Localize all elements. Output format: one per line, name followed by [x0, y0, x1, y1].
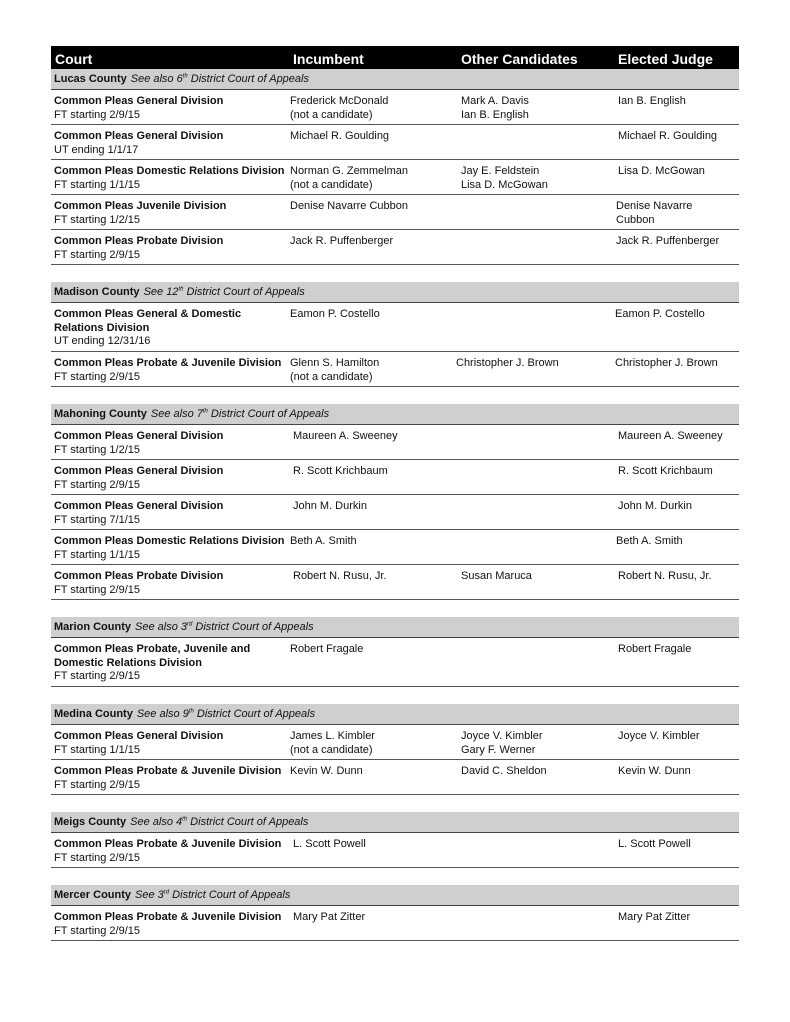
note-ordinal-suffix: th [182, 816, 188, 823]
elected-judge-cell [618, 570, 739, 584]
note-prefix: See also 6 [130, 73, 183, 85]
incumbent-name: Maureen A. Sweeney [293, 430, 398, 442]
table-row [51, 230, 739, 265]
court-name: Relations Division [54, 321, 150, 334]
incumbent-name: Michael R. Goulding [290, 130, 390, 142]
elected-judge-cell [618, 500, 739, 514]
elected-judge-name: Mary Pat Zitter [618, 911, 691, 923]
county-appeals-note [144, 286, 305, 298]
incumbent-name: Robert Fragale [290, 643, 364, 655]
table-row [51, 638, 739, 687]
table-row [51, 833, 739, 868]
county-name-text: Madison County [54, 286, 140, 298]
county-name [54, 816, 308, 828]
county-appeals-note [137, 708, 315, 720]
table-row [51, 160, 739, 195]
court-name: Common Pleas General Division [54, 430, 224, 442]
court-cell [54, 235, 290, 262]
note-prefix: See 12 [143, 286, 179, 298]
incumbent-cell [290, 730, 455, 757]
elected-judge-cell [618, 643, 739, 657]
elected-judge-name: R. Scott Krichbaum [618, 465, 713, 477]
county-name-text: Meigs County [54, 816, 127, 828]
elected-judge-name: Michael R. Goulding [618, 130, 718, 142]
elected-judge-cell [616, 235, 737, 249]
elected-judge-name: Denise Navarre [616, 200, 693, 212]
other-candidates-cell [456, 357, 611, 371]
county-band [51, 885, 739, 906]
court-name: Common Pleas Probate Division [54, 570, 224, 582]
court-cell [54, 730, 290, 757]
county-name [54, 708, 315, 720]
incumbent-cell [293, 430, 458, 444]
court-name: Common Pleas General Division [54, 95, 224, 107]
county-name-text: Mahoning County [54, 408, 147, 420]
elected-judge-name: L. Scott Powell [618, 838, 691, 850]
table-row [51, 906, 739, 941]
county-name [54, 621, 314, 633]
note-ordinal-suffix: th [178, 286, 184, 293]
county-name-text: Marion County [54, 621, 131, 633]
note-prefix: See also 4 [130, 816, 183, 828]
note-prefix: See 3 [135, 889, 164, 901]
county-name [54, 408, 329, 420]
note-suffix: District Court of Appeals [193, 708, 316, 720]
court-name: Common Pleas Probate & Juvenile Division [54, 911, 282, 923]
court-term: FT starting 2/9/15 [54, 924, 141, 937]
court-term: FT starting 2/9/15 [54, 248, 141, 261]
court-name: Common Pleas Probate & Juvenile Division [54, 357, 282, 369]
incumbent-cell [293, 838, 458, 852]
table-row [51, 530, 739, 565]
court-term: FT starting 1/2/15 [54, 443, 141, 456]
incumbent-cell [293, 570, 458, 584]
candidate-name: Mark A. Davis [461, 95, 529, 107]
elected-judge-cell [618, 430, 739, 444]
court-name: Domestic Relations Division [54, 656, 202, 669]
incumbent-name: (not a candidate) [290, 743, 373, 756]
county-band [51, 617, 739, 638]
court-cell [54, 200, 290, 227]
elected-judge-name: Kevin W. Dunn [618, 765, 691, 777]
county-band [51, 404, 739, 425]
court-cell [54, 570, 290, 597]
note-suffix: District Court of Appeals [187, 816, 309, 828]
court-cell [54, 911, 290, 938]
county-band [51, 704, 739, 725]
incumbent-cell [293, 465, 458, 479]
incumbent-name: Kevin W. Dunn [290, 765, 363, 777]
table-row [51, 125, 739, 160]
candidate-name: David C. Sheldon [461, 765, 547, 777]
note-prefix: See also 3 [135, 621, 187, 633]
elected-judge-name: Lisa D. McGowan [618, 165, 705, 177]
elected-judge-name: Jack R. Puffenberger [616, 235, 720, 247]
elected-judge-name: John M. Durkin [618, 500, 692, 512]
table-row [51, 303, 739, 352]
table-row [51, 90, 739, 125]
elected-judge-name: Christopher J. Brown [615, 357, 718, 369]
court-term: FT starting 2/9/15 [54, 670, 141, 682]
incumbent-name: Beth A. Smith [290, 535, 357, 547]
incumbent-cell [290, 308, 455, 322]
incumbent-cell [290, 535, 455, 549]
court-term: UT ending 12/31/16 [54, 335, 151, 347]
court-name: Common Pleas General Division [54, 500, 224, 512]
table-row [51, 565, 739, 600]
note-prefix: See also 9 [136, 708, 189, 720]
court-term: FT starting 1/2/15 [54, 213, 141, 226]
county-name [54, 73, 309, 85]
court-term: FT starting 2/9/15 [54, 478, 141, 491]
candidate-name: Gary F. Werner [461, 743, 536, 756]
court-name: Common Pleas General & Domestic [54, 308, 242, 320]
incumbent-name: James L. Kimbler [290, 730, 375, 742]
court-term: UT ending 1/1/17 [54, 143, 139, 156]
elected-judge-cell [618, 838, 739, 852]
court-name: Common Pleas Domestic Relations Division [54, 535, 285, 547]
incumbent-name: John M. Durkin [293, 500, 367, 512]
county-band [51, 282, 739, 303]
county-appeals-note [131, 73, 309, 85]
note-ordinal-suffix: th [182, 73, 188, 80]
elected-judge-name: Beth A. Smith [616, 535, 683, 547]
elected-judge-cell [616, 535, 737, 549]
header-other-candidates: Other Candidates [461, 51, 578, 67]
incumbent-name: (not a candidate) [290, 178, 373, 191]
incumbent-cell [290, 357, 455, 384]
court-name: Common Pleas Juvenile Division [54, 200, 227, 212]
court-term: FT starting 2/9/15 [54, 851, 141, 864]
county-appeals-note [135, 621, 314, 633]
other-candidates-cell [461, 570, 616, 584]
candidate-name: Lisa D. McGowan [461, 178, 548, 191]
note-suffix: District Court of Appeals [169, 889, 291, 901]
county-appeals-note [130, 816, 308, 828]
court-term: FT starting 2/9/15 [54, 370, 141, 383]
court-term: FT starting 2/9/15 [54, 583, 141, 596]
table-row [51, 460, 739, 495]
court-name: Common Pleas General Division [54, 730, 224, 742]
court-name: Common Pleas General Division [54, 130, 224, 142]
court-cell [54, 357, 290, 384]
incumbent-name: (not a candidate) [290, 108, 373, 121]
other-candidates-cell [461, 95, 616, 122]
incumbent-name: Jack R. Puffenberger [290, 235, 394, 247]
candidate-name: Ian B. English [461, 108, 529, 121]
note-ordinal-suffix: rd [163, 889, 170, 896]
elected-judge-name: Maureen A. Sweeney [618, 430, 723, 442]
county-band [51, 812, 739, 833]
election-results-table [51, 46, 739, 941]
elected-judge-name: Ian B. English [618, 95, 686, 107]
table-row [51, 195, 739, 230]
court-term: FT starting 1/1/15 [54, 178, 141, 191]
incumbent-cell [290, 200, 455, 214]
incumbent-name: L. Scott Powell [293, 838, 366, 850]
incumbent-cell [290, 95, 455, 122]
table-header [51, 46, 739, 69]
elected-judge-cell [615, 357, 736, 371]
incumbent-cell [290, 165, 455, 192]
elected-judge-name: Cubbon [616, 213, 655, 226]
county-name [54, 889, 290, 901]
note-suffix: District Court of Appeals [192, 621, 314, 633]
header-incumbent: Incumbent [293, 51, 364, 67]
court-cell [54, 535, 290, 562]
elected-judge-cell [618, 765, 739, 779]
incumbent-name: Mary Pat Zitter [293, 911, 366, 923]
header-court: Court [55, 51, 93, 67]
incumbent-name: Robert N. Rusu, Jr. [293, 570, 387, 582]
court-cell [54, 430, 290, 457]
county-band [51, 69, 739, 90]
note-suffix: District Court of Appeals [207, 408, 330, 420]
court-name: Common Pleas Probate, Juvenile and [54, 643, 251, 655]
elected-judge-name: Robert N. Rusu, Jr. [618, 570, 712, 582]
court-name: Common Pleas Probate Division [54, 235, 224, 247]
court-cell [54, 130, 290, 157]
court-name: Common Pleas General Division [54, 465, 224, 477]
candidate-name: Susan Maruca [461, 570, 532, 582]
court-name: Common Pleas Probate & Juvenile Division [54, 765, 282, 777]
incumbent-name: Glenn S. Hamilton [290, 357, 380, 369]
court-term: FT starting 7/1/15 [54, 513, 141, 526]
candidate-name: Christopher J. Brown [456, 357, 559, 369]
note-suffix: District Court of Appeals [183, 286, 305, 298]
note-prefix: See also 7 [150, 408, 203, 420]
elected-judge-cell [618, 730, 739, 744]
elected-judge-cell [616, 200, 737, 227]
note-ordinal-suffix: th [202, 408, 208, 415]
header-elected-judge: Elected Judge [618, 51, 713, 67]
other-candidates-cell [461, 730, 616, 757]
county-name [54, 286, 305, 298]
county-name-text: Lucas County [54, 73, 127, 85]
incumbent-cell [293, 500, 458, 514]
incumbent-name: Frederick McDonald [290, 95, 389, 107]
candidate-name: Jay E. Feldstein [461, 165, 540, 177]
court-cell [54, 765, 290, 792]
elected-judge-name: Robert Fragale [618, 643, 692, 655]
elected-judge-cell [618, 465, 739, 479]
court-name: Common Pleas Probate & Juvenile Division [54, 838, 282, 850]
elected-judge-name: Joyce V. Kimbler [618, 730, 700, 742]
court-term: FT starting 1/1/15 [54, 548, 141, 561]
note-ordinal-suffix: th [188, 708, 194, 715]
court-cell [54, 500, 290, 527]
county-name-text: Mercer County [54, 889, 132, 901]
incumbent-cell [290, 130, 455, 144]
table-row [51, 725, 739, 760]
incumbent-name: R. Scott Krichbaum [293, 465, 388, 477]
elected-judge-cell [615, 308, 736, 322]
table-row [51, 352, 739, 387]
elected-judge-cell [618, 130, 739, 144]
table-row [51, 760, 739, 795]
incumbent-name: Denise Navarre Cubbon [290, 200, 409, 212]
other-candidates-cell [461, 765, 616, 779]
note-ordinal-suffix: rd [186, 621, 193, 628]
county-appeals-note [151, 408, 329, 420]
incumbent-cell [290, 235, 455, 249]
court-term: FT starting 2/9/15 [54, 108, 141, 121]
incumbent-name: Eamon P. Costello [290, 308, 380, 320]
county-name-text: Medina County [54, 708, 133, 720]
court-cell [54, 643, 290, 684]
incumbent-name: (not a candidate) [290, 370, 373, 383]
table-row [51, 425, 739, 460]
table-row [51, 495, 739, 530]
elected-judge-name: Eamon P. Costello [615, 308, 705, 320]
elected-judge-cell [618, 911, 739, 925]
court-cell [54, 308, 290, 349]
elected-judge-cell [618, 95, 739, 109]
incumbent-cell [293, 911, 458, 925]
court-cell [54, 838, 290, 865]
court-cell [54, 465, 290, 492]
court-term: FT starting 2/9/15 [54, 778, 141, 791]
note-suffix: District Court of Appeals [187, 73, 309, 85]
court-cell [54, 95, 290, 122]
incumbent-cell [290, 765, 455, 779]
incumbent-name: Norman G. Zemmelman [290, 165, 408, 177]
candidate-name: Joyce V. Kimbler [461, 730, 543, 742]
elected-judge-cell [618, 165, 739, 179]
court-cell [54, 165, 290, 192]
incumbent-cell [290, 643, 455, 657]
court-term: FT starting 1/1/15 [54, 743, 141, 756]
court-name: Common Pleas Domestic Relations Division [54, 165, 285, 177]
other-candidates-cell [461, 165, 616, 192]
county-appeals-note [135, 889, 290, 901]
